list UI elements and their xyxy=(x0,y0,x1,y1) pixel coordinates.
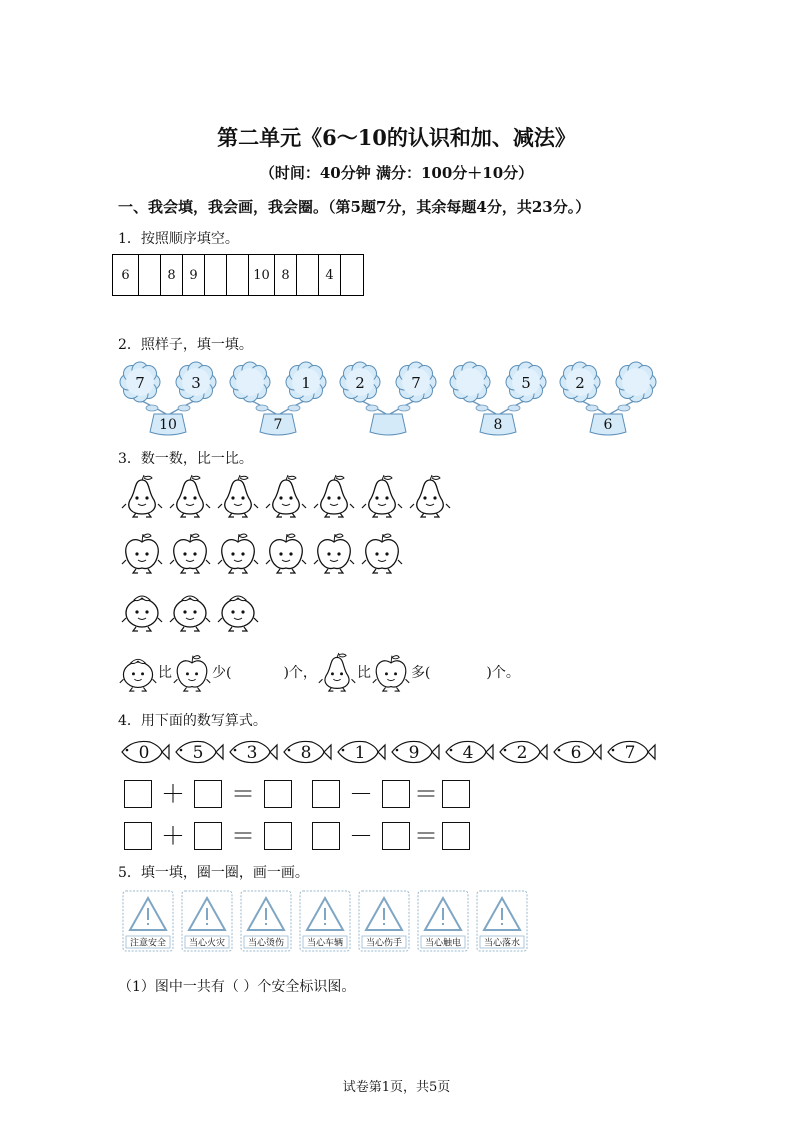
equals-sign: ＝ xyxy=(231,822,255,850)
sequence-table xyxy=(112,254,364,296)
safety-sign-label: 当心火灾 xyxy=(188,938,226,949)
sequence-cell[interactable]: 4 xyxy=(319,255,341,295)
safety-sign xyxy=(122,890,174,952)
apple-icon xyxy=(264,530,308,574)
svg-text:9: 9 xyxy=(408,743,420,763)
apple-icon xyxy=(172,652,212,692)
safety-sign xyxy=(240,890,292,952)
fish-number xyxy=(280,736,332,768)
answer-box[interactable] xyxy=(382,780,410,808)
safety-sign-label: 当心触电 xyxy=(424,938,462,949)
fish-number xyxy=(496,736,548,768)
sequence-cell[interactable] xyxy=(205,255,227,295)
flower-pot xyxy=(116,360,220,436)
fish-number xyxy=(388,736,440,768)
compare-text: )个。 xyxy=(486,665,520,681)
safety-sign xyxy=(358,890,410,952)
flower-number: 7 xyxy=(135,374,145,392)
svg-text:7: 7 xyxy=(624,743,636,763)
answer-box[interactable] xyxy=(312,822,340,850)
fish-number xyxy=(172,736,224,768)
apple-icon xyxy=(216,530,260,574)
plus-sign: ＋ xyxy=(161,780,185,808)
pear-icon xyxy=(317,652,357,692)
apple-icon xyxy=(172,652,212,692)
page-footer: 试卷第1页，共5页 xyxy=(342,1080,451,1095)
question-5-label: 5．填一填，圈一圈，画一画。 xyxy=(118,865,309,881)
tomato-icon xyxy=(118,652,158,692)
compare-sentence xyxy=(118,652,520,692)
safety-sign-label: 当心落水 xyxy=(483,938,521,949)
question-3-label: 3．数一数，比一比。 xyxy=(118,451,253,467)
compare-text: 比 xyxy=(356,665,371,681)
sequence-cell[interactable] xyxy=(227,255,249,295)
flower-number: 2 xyxy=(355,374,365,392)
sequence-cell[interactable]: 8 xyxy=(275,255,297,295)
answer-box[interactable] xyxy=(264,780,292,808)
apple-icon xyxy=(371,652,411,692)
flower-number: 3 xyxy=(191,374,201,392)
safety-sign-label: 注意安全 xyxy=(129,938,167,949)
tomato-icon xyxy=(216,588,260,632)
flower-number: 7 xyxy=(411,374,421,392)
svg-text:8: 8 xyxy=(300,743,312,763)
fish-number xyxy=(550,736,602,768)
equals-sign: ＝ xyxy=(414,822,438,850)
flower-pot xyxy=(226,360,330,436)
tomato-icon xyxy=(120,588,164,632)
answer-box[interactable] xyxy=(382,822,410,850)
sequence-cell[interactable]: 8 xyxy=(161,255,183,295)
safety-sign-label: 当心伤手 xyxy=(365,938,403,949)
minus-sign: － xyxy=(349,780,373,808)
fish-number xyxy=(604,736,656,768)
equation-row-1 xyxy=(124,780,470,808)
flower-number: 7 xyxy=(273,417,283,433)
answer-box[interactable] xyxy=(194,822,222,850)
question-1-label: 1．按照顺序填空。 xyxy=(118,231,239,247)
apple-icon xyxy=(312,530,356,574)
page-title: 第二单元《6～10的认识和加、减法》 xyxy=(217,125,576,150)
sequence-cell[interactable]: 9 xyxy=(183,255,205,295)
equals-sign: ＝ xyxy=(414,780,438,808)
answer-box[interactable] xyxy=(124,822,152,850)
svg-text:0: 0 xyxy=(138,743,150,763)
fish-number xyxy=(226,736,278,768)
question-5-sub-1: （1）图中一共有（ ）个安全标识图。 xyxy=(118,979,356,995)
flower-pot xyxy=(446,360,550,436)
flower-number: 8 xyxy=(493,417,503,433)
svg-text:6: 6 xyxy=(570,743,582,763)
flower-number: 6 xyxy=(603,417,613,433)
pear-icon xyxy=(312,474,356,518)
flower-number: 1 xyxy=(301,374,311,392)
section-heading: 一、我会填，我会画，我会圈。（第5题7分，其余每题4分，共23分。） xyxy=(118,198,591,216)
pear-icon xyxy=(317,652,357,692)
flower-pot xyxy=(556,360,660,436)
flower-pot xyxy=(336,360,440,436)
answer-box[interactable] xyxy=(312,780,340,808)
minus-sign: － xyxy=(349,822,373,850)
pear-icon xyxy=(120,474,164,518)
apple-icon xyxy=(360,530,404,574)
svg-text:1: 1 xyxy=(354,743,366,763)
sequence-cell[interactable] xyxy=(297,255,319,295)
flower-number: 5 xyxy=(521,374,531,392)
compare-text: 少( xyxy=(212,665,232,681)
compare-text: 比 xyxy=(158,665,172,681)
sequence-cell[interactable] xyxy=(341,255,363,295)
flower-number: 2 xyxy=(575,374,585,392)
safety-sign xyxy=(417,890,469,952)
question-4-label: 4．用下面的数写算式。 xyxy=(118,713,267,729)
answer-box[interactable] xyxy=(194,780,222,808)
flower-pot-group xyxy=(116,360,676,436)
safety-sign xyxy=(181,890,233,952)
compare-text: )个， xyxy=(283,665,317,681)
equation-row-2 xyxy=(124,822,470,850)
pear-icon xyxy=(360,474,404,518)
question-2-label: 2．照样子，填一填。 xyxy=(118,337,253,353)
safety-sign xyxy=(299,890,351,952)
tomato-icon xyxy=(118,652,158,692)
fish-number xyxy=(442,736,494,768)
pear-icon xyxy=(168,474,212,518)
apple-icon xyxy=(120,530,164,574)
safety-sign-row xyxy=(122,890,535,956)
fish-number xyxy=(334,736,386,768)
answer-box[interactable] xyxy=(264,822,292,850)
equals-sign: ＝ xyxy=(231,780,255,808)
sequence-cell[interactable]: 6 xyxy=(113,255,139,295)
answer-box[interactable] xyxy=(442,822,470,850)
sequence-cell[interactable] xyxy=(139,255,161,295)
plus-sign: ＋ xyxy=(161,822,185,850)
fish-number xyxy=(118,736,170,768)
svg-text:4: 4 xyxy=(462,743,474,763)
compare-text: 多( xyxy=(410,665,431,681)
safety-sign-label: 当心车辆 xyxy=(306,938,344,949)
pear-icon xyxy=(264,474,308,518)
sequence-cell[interactable]: 10 xyxy=(249,255,275,295)
apple-icon xyxy=(371,652,411,692)
safety-sign xyxy=(476,890,528,952)
flower-number: 10 xyxy=(159,417,177,433)
safety-sign-label: 当心烫伤 xyxy=(247,938,285,949)
svg-text:3: 3 xyxy=(246,743,258,763)
apple-icon xyxy=(168,530,212,574)
page-subtitle: （时间：40分钟 满分：100分＋10分） xyxy=(259,164,534,182)
pear-icon xyxy=(216,474,260,518)
answer-box[interactable] xyxy=(124,780,152,808)
svg-text:2: 2 xyxy=(516,743,528,763)
svg-text:5: 5 xyxy=(192,743,204,763)
answer-box[interactable] xyxy=(442,780,470,808)
tomato-icon xyxy=(168,588,212,632)
pear-icon xyxy=(408,474,452,518)
